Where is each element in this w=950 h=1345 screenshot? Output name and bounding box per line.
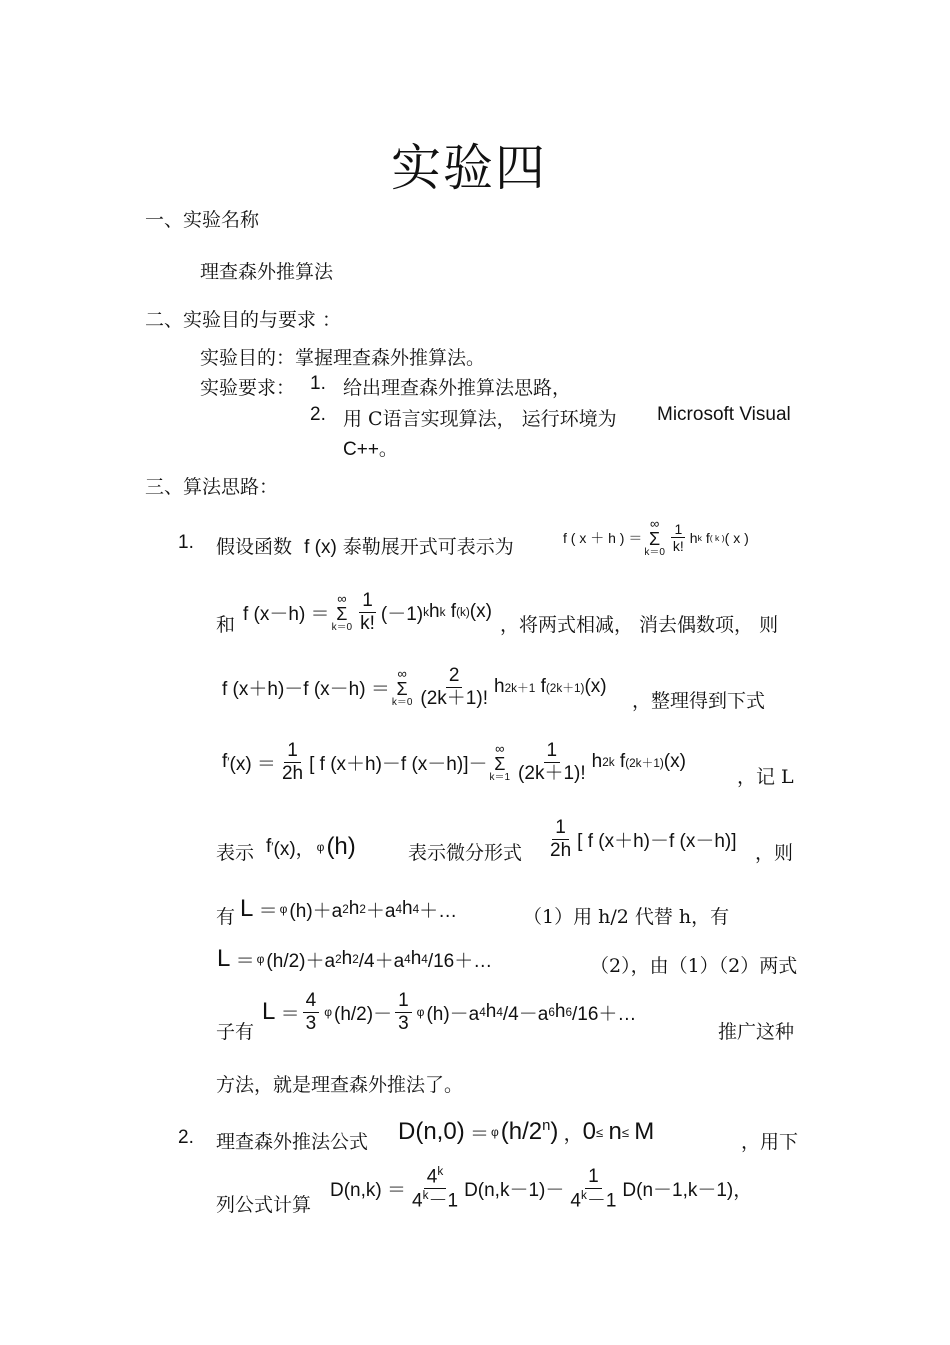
item-1-line-5-b: 表示微分形式 — [408, 842, 523, 864]
item-1-line-9: 方法，就是理查森外推法了。 — [216, 1074, 464, 1096]
requirement-2-number: 2. — [310, 404, 326, 425]
item-2-line-1-a: 理查森外推法公式 — [216, 1131, 369, 1153]
item-1-line-3-text: ，整理得到下式 — [632, 690, 766, 712]
item-1-line-6-b: （1）用 h/2 代替 h，有 — [523, 906, 730, 928]
requirement-2-env-cont: C++。 — [343, 439, 398, 460]
equation-2: L ＝ φ (h/2)＋a 2 h 2 /4＋a 4 h 4 /16＋… — [217, 945, 493, 972]
taylor-expansion-formula: f ( x ＋ h ) ＝ ∞ Σ k＝0 $\frac{1}{k!}$ h k f ( k ) ( x ) — [563, 516, 749, 558]
equation-1: L ＝ φ (h)＋a 2 h 2 ＋a 4 h 4 ＋… — [240, 895, 458, 922]
item-2-number: 2. — [178, 1127, 194, 1148]
item-1-line-6-a: 有 — [216, 906, 236, 928]
phi-h-definition: f ′ (x)， φ (h) — [266, 833, 356, 860]
item-2-line-2-a: 列公式计算 — [216, 1194, 312, 1216]
item-1-line-8-a: 子有 — [216, 1021, 255, 1043]
extrapolation-formula: L ＝ $\frac{4}{3}$ φ (h/2)－ $\frac{1}{3}$ φ (h)－a 4 h 4 /4－a 6 h 6 /16＋… — [262, 990, 637, 1034]
purpose-line — [200, 343, 485, 370]
item-1-line-7-b: （2），由（1）（2）两式 — [590, 955, 798, 977]
section-1-heading: 一、实验名称 — [145, 209, 260, 231]
section-3-heading: 三、算法思路： — [145, 476, 279, 498]
item-1-line-2-text: ，将两式相减， 消去偶数项， 则 — [500, 614, 779, 636]
item-1-line-4-text: ，记 L — [737, 766, 794, 788]
requirement-2-text: 用 C语言实现算法， 运行环境为 — [343, 408, 617, 430]
richardson-recursion-formula: D(n,k) ＝ $\frac{4^k}{4^k-1}$ D(n,k－1)－ $\frac{1}{4^k-1}$ D(n－1,k－1)， — [330, 1165, 753, 1212]
requirement-1-number: 1. — [310, 373, 326, 394]
taylor-expansion-minus-formula: f (x－h) ＝ ∞ Σ k＝0 $\frac{1}{k!}$ (－1) k h k f (k) (x) — [243, 590, 492, 634]
requirement-label: 实验要求： — [200, 377, 296, 399]
item-1-line-5-c: ，则 — [755, 842, 794, 864]
difference-formula: f (x＋h)－f (x－h) ＝ ∞ Σ k＝0 $\frac{2}{(2k+1)!}$ h 2k＋1 f (2k＋1) (x) — [222, 665, 607, 709]
purpose-label: 实验目的： — [200, 347, 296, 369]
requirement-2-env: Microsoft Visual — [657, 404, 791, 425]
item-2-line-1-b: ，用下 — [741, 1131, 799, 1153]
derivative-formula: f ′ (x) ＝ $\frac{1}{2h}$ [ f (x＋h)－f (x－h)]－ ∞ Σ k＝1 $\frac{1}{(2k+1)!}$ h 2k f (2k＋1) (x) — [222, 740, 686, 784]
requirement-1-text: 给出理查森外推算法思路， — [343, 377, 572, 399]
item-1-line-5-a: 表示 — [216, 842, 255, 864]
item-1-line-8-b: 推广这种 — [718, 1021, 795, 1043]
richardson-initial-formula: D(n,0) ＝ φ (h/2$^n$) ， 0 ≤ n ≤ M — [398, 1118, 655, 1145]
experiment-name: 理查森外推算法 — [200, 261, 334, 283]
item-1-line-1: 假设函数 f (x) 泰勒展开式可表示为 — [216, 536, 514, 558]
section-2-heading: 二、实验目的与要求 ： — [145, 309, 342, 331]
purpose-text: 掌握理查森外推算法。 — [295, 347, 486, 369]
item-1-number: 1. — [178, 532, 194, 553]
differential-form-formula: $\frac{1}{2h}$ [ f (x＋h)－f (x－h)] — [550, 817, 737, 861]
and-label: 和 — [216, 614, 236, 636]
page-title: 实验四 — [391, 139, 547, 197]
